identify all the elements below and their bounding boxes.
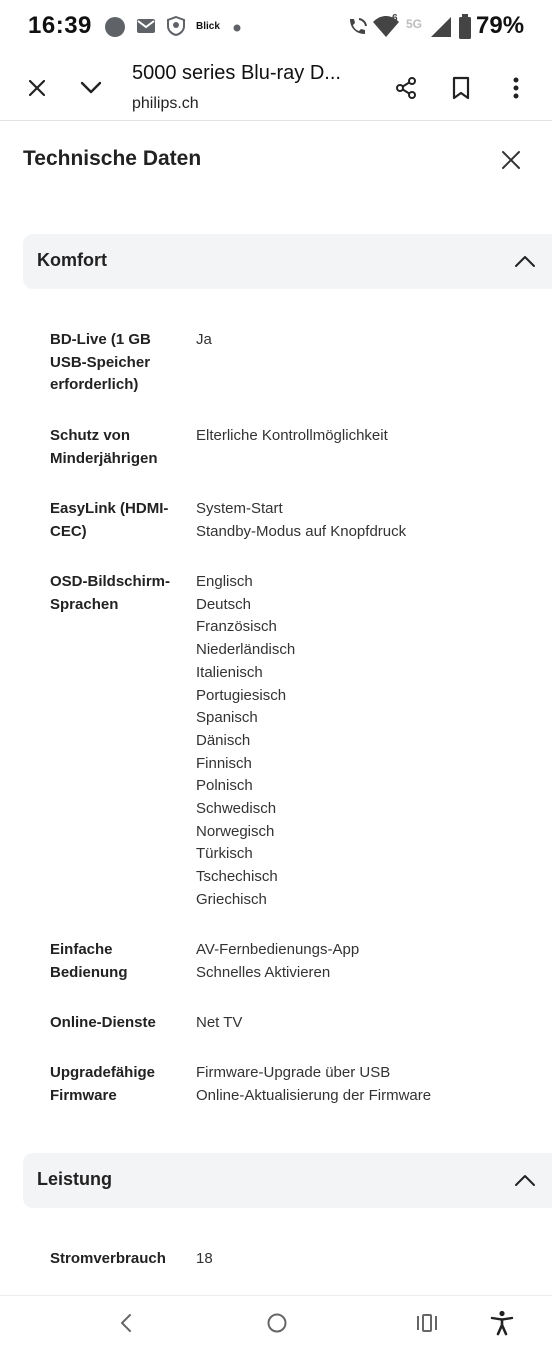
spec-value-line: Standby-Modus auf Knopfdruck (196, 522, 407, 540)
spec-value-line: Polnisch (196, 777, 253, 795)
share-button[interactable] (386, 68, 426, 108)
spec-value-line: AV-Fernbedienungs-App (196, 941, 360, 958)
spec-value-line: Firmware-Upgrade über USB (196, 1064, 391, 1081)
spec-value-line: Französisch (196, 618, 277, 636)
wifi-badge: 6 (392, 13, 398, 24)
signal-icon (430, 16, 452, 38)
spec-value-line: Englisch (196, 573, 253, 590)
bookmark-icon (451, 76, 471, 100)
section-header-leistung[interactable] (23, 1153, 552, 1208)
mail-icon (136, 18, 156, 34)
network-type: 5G (406, 17, 423, 31)
spec-value-line: Dänisch (196, 731, 251, 749)
spec-value-line: Türkisch (196, 845, 253, 863)
chevron-down-icon (80, 81, 102, 95)
minimize-tab-button[interactable] (71, 68, 111, 108)
accessibility-icon (490, 1310, 514, 1336)
spec-value-line: Griechisch (196, 890, 267, 908)
section-label: Komfort (37, 250, 107, 270)
accessibility-button[interactable] (487, 1308, 517, 1338)
home-icon (266, 1312, 288, 1334)
spec-label: BD-Live (1 GB USB-Speicher erforderlich) (50, 331, 151, 394)
spec-value (196, 329, 526, 352)
location-shield-icon (166, 16, 186, 36)
page-title: 5000 series Blu-ray D... (132, 62, 341, 84)
spec-value (196, 1062, 526, 1107)
notification-dot-icon (104, 16, 126, 38)
section-header-komfort[interactable] (23, 234, 552, 289)
spec-value-line: Norwegisch (196, 822, 275, 840)
battery-icon (458, 14, 472, 40)
more-vert-icon (512, 77, 520, 99)
recents-icon (416, 1313, 438, 1333)
spec-value-line: Schnelles Aktivieren (196, 963, 331, 981)
spec-value-line: Portugiesisch (196, 686, 287, 704)
page-domain: philips.ch (132, 95, 199, 112)
spec-value (196, 1012, 526, 1035)
spec-value-line: Tschechisch (196, 868, 278, 886)
spec-value (196, 425, 526, 448)
share-icon (394, 76, 418, 100)
spec-label: OSD-Bildschirm-Sprachen (50, 573, 171, 613)
spec-label: Upgradefähige Firmware (50, 1064, 156, 1104)
spec-value-line: Niederländisch (196, 641, 296, 659)
chevron-up-icon (513, 250, 537, 274)
spec-value-line: Italienisch (196, 663, 263, 681)
more-options-button[interactable] (496, 68, 536, 108)
back-icon (119, 1313, 133, 1333)
section-label: Leistung (37, 1169, 112, 1189)
close-tab-button[interactable] (17, 68, 57, 108)
battery-percent: 79% (476, 12, 525, 39)
status-time: 16:39 (28, 12, 92, 39)
spec-value (196, 939, 526, 984)
spec-value (196, 498, 526, 543)
close-icon (501, 150, 521, 170)
bookmark-button[interactable] (441, 68, 481, 108)
spec-value-line: Schwedisch (196, 800, 277, 818)
system-nav-bar (0, 1295, 552, 1351)
spec-value-line: 18 (196, 1250, 213, 1267)
spec-label: Schutz von Minderjährigen (50, 427, 158, 467)
notification-app-label: Blick (196, 21, 220, 32)
spec-value (196, 1248, 526, 1271)
spec-value-line: Ja (196, 331, 212, 348)
spec-value-line: Finnisch (196, 754, 252, 772)
spec-value-line: Elterliche Kontrollmöglichkeit (196, 427, 388, 444)
spec-value-line: System-Start (196, 500, 283, 517)
close-icon (27, 78, 47, 98)
panel-close-button[interactable] (496, 145, 526, 175)
nav-home-button[interactable] (262, 1308, 292, 1338)
nav-back-button[interactable] (111, 1308, 141, 1338)
spec-value-line: Spanisch (196, 709, 258, 727)
panel-title: Technische Daten (23, 147, 202, 170)
nav-recents-button[interactable] (412, 1308, 442, 1338)
spec-value (196, 571, 526, 912)
status-bar (0, 0, 552, 56)
spec-label: Einfache Bedienung (50, 941, 128, 981)
spec-label: EasyLink (HDMI-CEC) (50, 500, 169, 540)
more-notifications-dot-icon (233, 24, 241, 32)
chevron-up-icon (513, 1169, 537, 1193)
spec-label: Stromverbrauch (50, 1250, 166, 1267)
spec-value-line: Net TV (196, 1014, 243, 1031)
spec-value-line: Online-Aktualisierung der Firmware (196, 1086, 432, 1104)
spec-label: Online-Dienste (50, 1014, 156, 1031)
spec-value-line: Deutsch (196, 595, 252, 613)
wifi-call-icon (346, 16, 368, 38)
